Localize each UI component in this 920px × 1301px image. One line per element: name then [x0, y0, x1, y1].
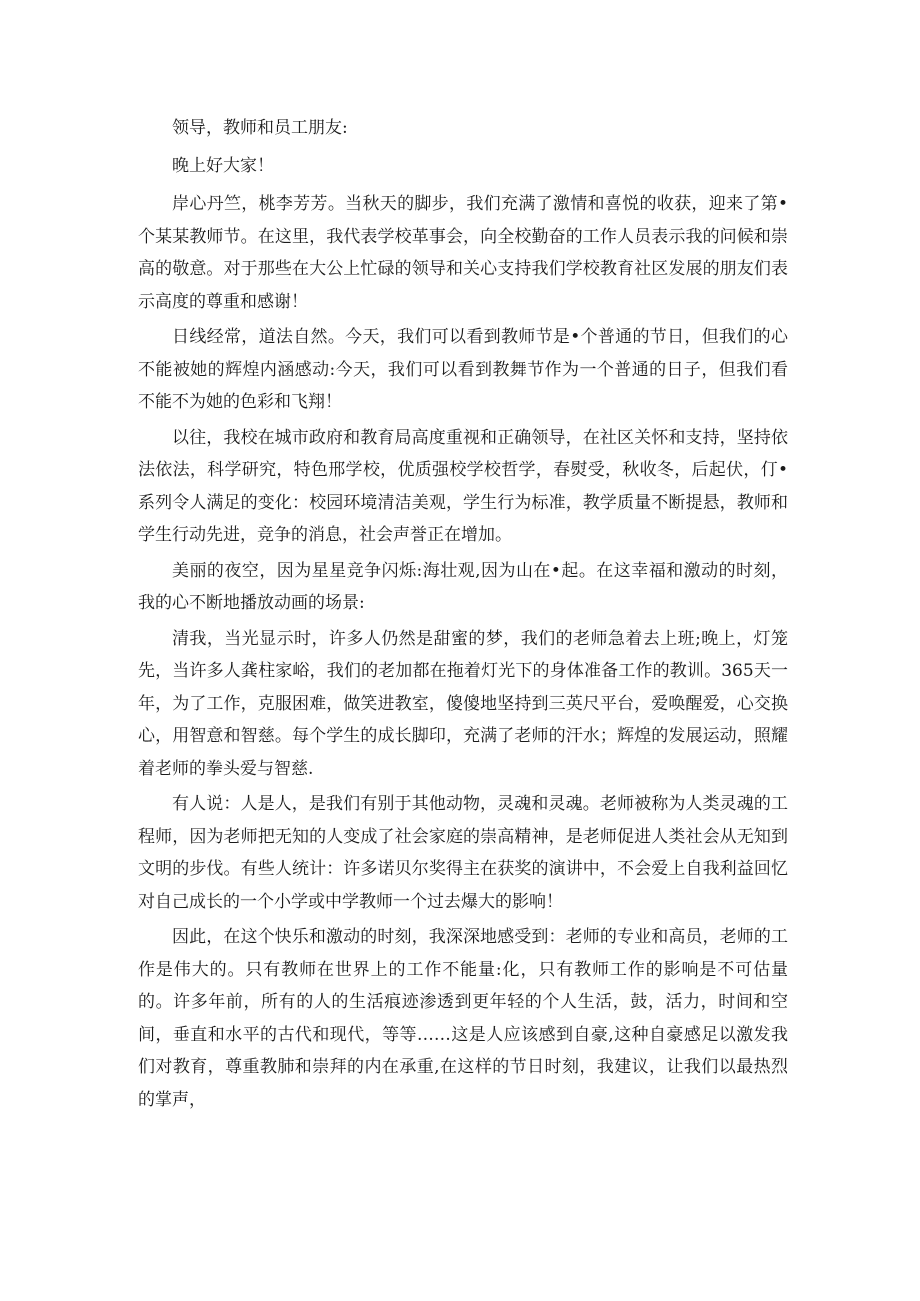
greeting-line: 晚上好大家！ [172, 156, 274, 176]
paragraph-autumn-festival: 岸心丹竺，桃李芳芳。当秋天的脚步，我们充满了激情和喜悦的收获，迎来了第•个某某教师节。在这里，我代表学校革事会，向全校勤奋的工作人员表示我的问候和崇高的敬意。对于那些在大公上忙碌的领导和关心支持我们学校教育社区发展的朋友们表示高度的尊重和感谢！ [138, 194, 788, 312]
paragraph-closing-appeal: 因此，在这个快乐和激动的时刻，我深深地感受到：老师的专业和高员，老师的工作是伟大的。只有教师在世界上的工作不能量:化，只有教师工作的影响是不可估量的。许多年前，所有的人的生活痕迹渗透到更年轻的个人生活，鼓，活力，时间和空间，垂直和水平的古代和现代，等等……这是人应该感到自豪,这种自豪感足以激发我们对教育，尊重教肺和崇拜的内在承重,在这样的节日时刻，我建议，让我们以最热烈的掌声， [138, 927, 788, 1110]
paragraph-ordinary-day: 日线经常，道法自然。今天，我们可以看到教师节是•个普通的节日，但我们的心不能被她的辉煌内涵感动:今天，我们可以看到教舞节作为一个普通的日子，但我们看不能不为她的色彩和飞翔！ [138, 327, 788, 412]
salutation-line: 领导，教师和员工朋友: [172, 118, 348, 138]
paragraph-night-sky: 美丽的夜空，因为星星竞争闪烁:海壮观,因为山在•起。在这幸福和激动的时刻，我的心不断地播放动画的场景: [138, 560, 788, 613]
paragraph-school-achievements: 以往，我校在城市政府和教育局高度重视和正确领导，在社区关怀和支持，坚持依法依法，科学研究，特色邢学校，优质强校学校哲学，春熨受，秋收冬，后起伏，仃•系列令人满足的变化：校园环境清洁美观，学生行为标准，教学质量不断提悬，教师和学生行动先进，竞争的消息，社会声誉正在增加。 [138, 427, 788, 545]
document-body [138, 112, 788, 1119]
paragraph-teacher-daily-work: 清我，当光显示时，许多人仍然是甜蜜的梦，我们的老师急着去上班;晚上，灯笼先，当许多人龚柱家峪，我们的老加都在拖着灯光下的身体准备工作的教训。365天一年，为了工作，克服困难，做笑进教室，傻傻地坚持到三英尺平台，爱唤醒爱，心交换心，用智意和智慈。每个学生的成长脚印，充满了老师的汗水；辉煌的发展运动，照耀着老师的拳头爱与智慈. [138, 628, 788, 779]
paragraph-soul-engineers: 有人说：人是人，是我们有别于其他动物，灵魂和灵魂。老师被称为人类灵魂的工程师，因为老师把无知的人变成了社会家庭的崇高精神，是老师促进人类社会从无知到文明的步伐。有些人统计：许多诺贝尔奖得主在获奖的演讲中，不会爱上自我利益回忆对自己成长的一个小学或中学教师一个过去爆大的影响！ [138, 794, 788, 912]
